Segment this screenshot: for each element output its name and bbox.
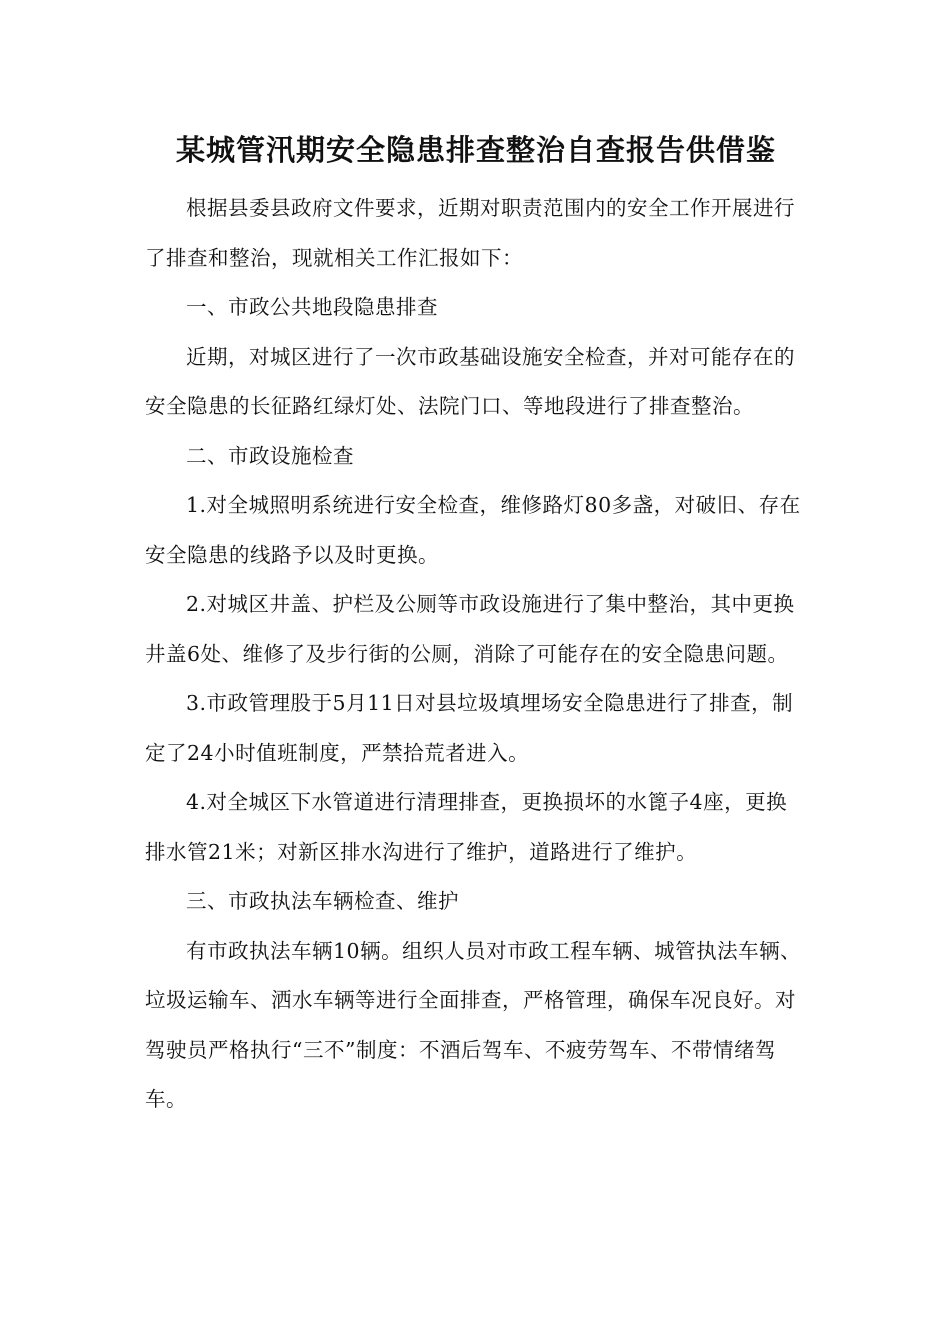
section-2-item-4: 4.对全城区下水管道进行清理排查，更换损坏的水篦子4座，更换排水管21米；对新区排水沟进行了维护，道路进行了维护。 <box>145 790 788 864</box>
section-3-paragraph: 有市政执法车辆10辆。组织人员对市政工程车辆、城管执法车辆、垃圾运输车、洒水车辆等进行全面排查，严格管理，确保车况良好。对驾驶员严格执行“三不”制度：不酒后驾车、不疲劳驾车、不带情绪驾车。 <box>145 938 802 1111</box>
intro-paragraph: 根据县委县政府文件要求，近期对职责范围内的安全工作开展进行了排查和整治，现就相关工作汇报如下： <box>145 196 795 270</box>
section-2-item-2: 2.对城区井盖、护栏及公厕等市政设施进行了集中整治，其中更换井盖6处、维修了及步行街的公厕，消除了可能存在的安全隐患问题。 <box>145 592 795 666</box>
section-3-heading: 三、市政执法车辆检查、维护 <box>186 889 459 913</box>
document-body <box>145 128 807 1125</box>
section-2-item-3: 3.市政管理股于5月11日对县垃圾填埋场安全隐患进行了排查，制定了24小时值班制度，严禁拾荒者进入。 <box>145 691 794 765</box>
document-title: 某城管汛期安全隐患排查整治自查报告供借鉴 <box>175 133 776 167</box>
section-2-item-1: 1.对全城照明系统进行安全检查，维修路灯80多盏，对破旧、存在安全隐患的线路予以及时更换。 <box>145 493 801 567</box>
section-2-heading: 二、市政设施检查 <box>186 443 354 468</box>
section-1-paragraph: 近期，对城区进行了一次市政基础设施安全检查，并对可能存在的安全隐患的长征路红绿灯处、法院门口、等地段进行了排查整治。 <box>145 344 795 418</box>
section-1-heading: 一、市政公共地段隐患排查 <box>186 295 438 319</box>
